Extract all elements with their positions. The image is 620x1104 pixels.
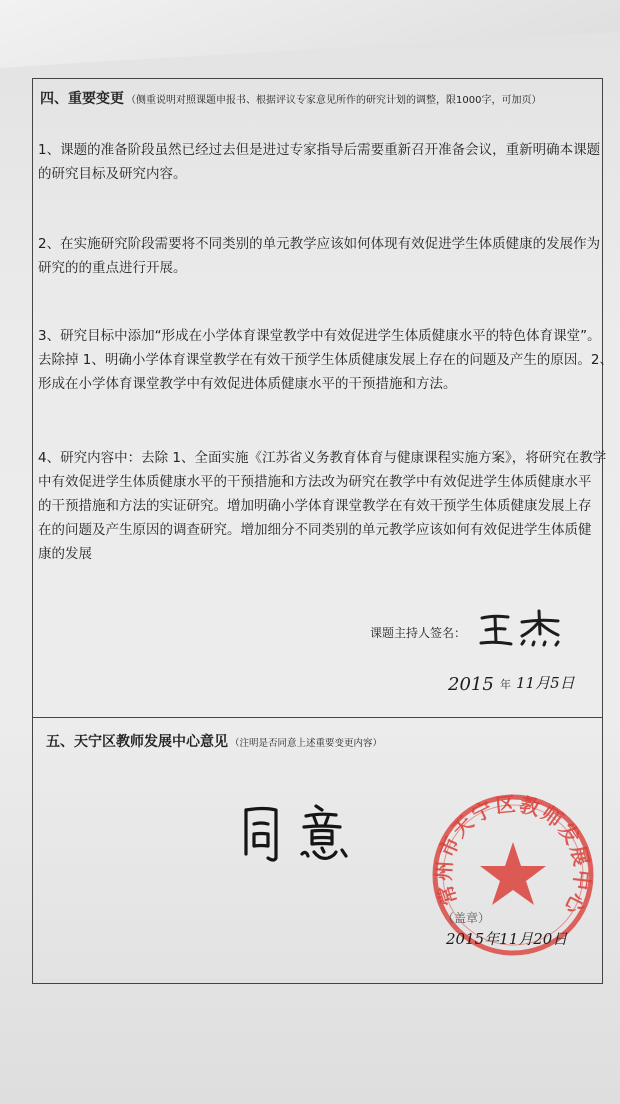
section5-title: 五、天宁区教师发展中心意见 — [46, 734, 228, 750]
paragraph-4 — [38, 446, 607, 566]
paragraph-line: 2、在实施研究阶段需要将不同类别的单元教学应该如何体现有效促进学生体质健康的发展作为 — [38, 236, 601, 252]
paragraph-line: 康的发展 — [38, 546, 92, 562]
handwritten-date-signature — [448, 668, 588, 698]
seal-star-icon — [480, 842, 546, 905]
paragraph-line: 的干预措施和方法的实证研究。增加明确小学体育课堂教学在有效干预学生体质健康发展上存 — [38, 498, 592, 514]
handwritten-date-opinion — [446, 920, 596, 954]
previous-sheet-edge — [0, 0, 620, 80]
paragraph-2 — [38, 232, 601, 280]
paragraph-line: 去除掉 1、明确小学体育课堂教学在有效干预学生体质健康发展上存在的问题及产生的原因。2、 — [38, 352, 613, 368]
section4-note: （侧重说明对照课题申报书、根据评议专家意见所作的研究计划的调整，限1000字，可加页） — [126, 95, 542, 106]
paragraph-line: 形成在小学体育课堂教学中有效促进体质健康水平的干预措施和方法。 — [38, 376, 457, 392]
paragraph-line: 1、课题的准备阶段虽然已经过去但是进过专家指导后需要重新召开准备会议，重新明确本课题 — [38, 142, 601, 158]
date-month-day: 11月5日 — [516, 674, 575, 692]
paragraph-line: 研究的的重点进行开展。 — [38, 260, 187, 276]
opinion-date: 2015年11月20日 — [446, 930, 568, 948]
paragraph-line: 在的问题及产生原因的调查研究。增加细分不同类别的单元教学应该如何有效促进学生体质健 — [38, 522, 592, 538]
paragraph-3 — [38, 324, 613, 396]
date-year: 2015 — [448, 674, 494, 695]
seal-text: 常州市天宁区教师发展中心 — [431, 791, 595, 920]
signature-label: 课题主持人签名： — [370, 626, 467, 640]
section5-heading — [46, 731, 382, 751]
paragraph-line: 的研究目标及研究内容。 — [38, 166, 187, 182]
seal-label: （盖章） — [442, 911, 491, 925]
date-year-char: 年 — [500, 678, 511, 691]
paragraph-line: 4、研究内容中：去除 1、全面实施《江苏省义务教育体育与健康课程实施方案》，将研究在教学 — [38, 450, 607, 466]
paragraph-1 — [38, 138, 601, 186]
handwritten-signature — [478, 608, 578, 650]
section5-note: （注明是否同意上述重要变更内容） — [230, 738, 383, 749]
section4-heading — [40, 88, 541, 108]
section4-title: 四、重要变更 — [40, 91, 124, 107]
section-divider — [32, 717, 603, 718]
handwritten-agree — [236, 798, 366, 868]
paragraph-line: 中有效促进学生体质健康水平的干预措施和方法改为研究在教学中有效促进学生体质健康水平 — [38, 474, 592, 490]
paragraph-line: 3、研究目标中添加“形成在小学体育课堂教学中有效促进学生体质健康水平的特色体育课堂”。 — [38, 328, 601, 344]
